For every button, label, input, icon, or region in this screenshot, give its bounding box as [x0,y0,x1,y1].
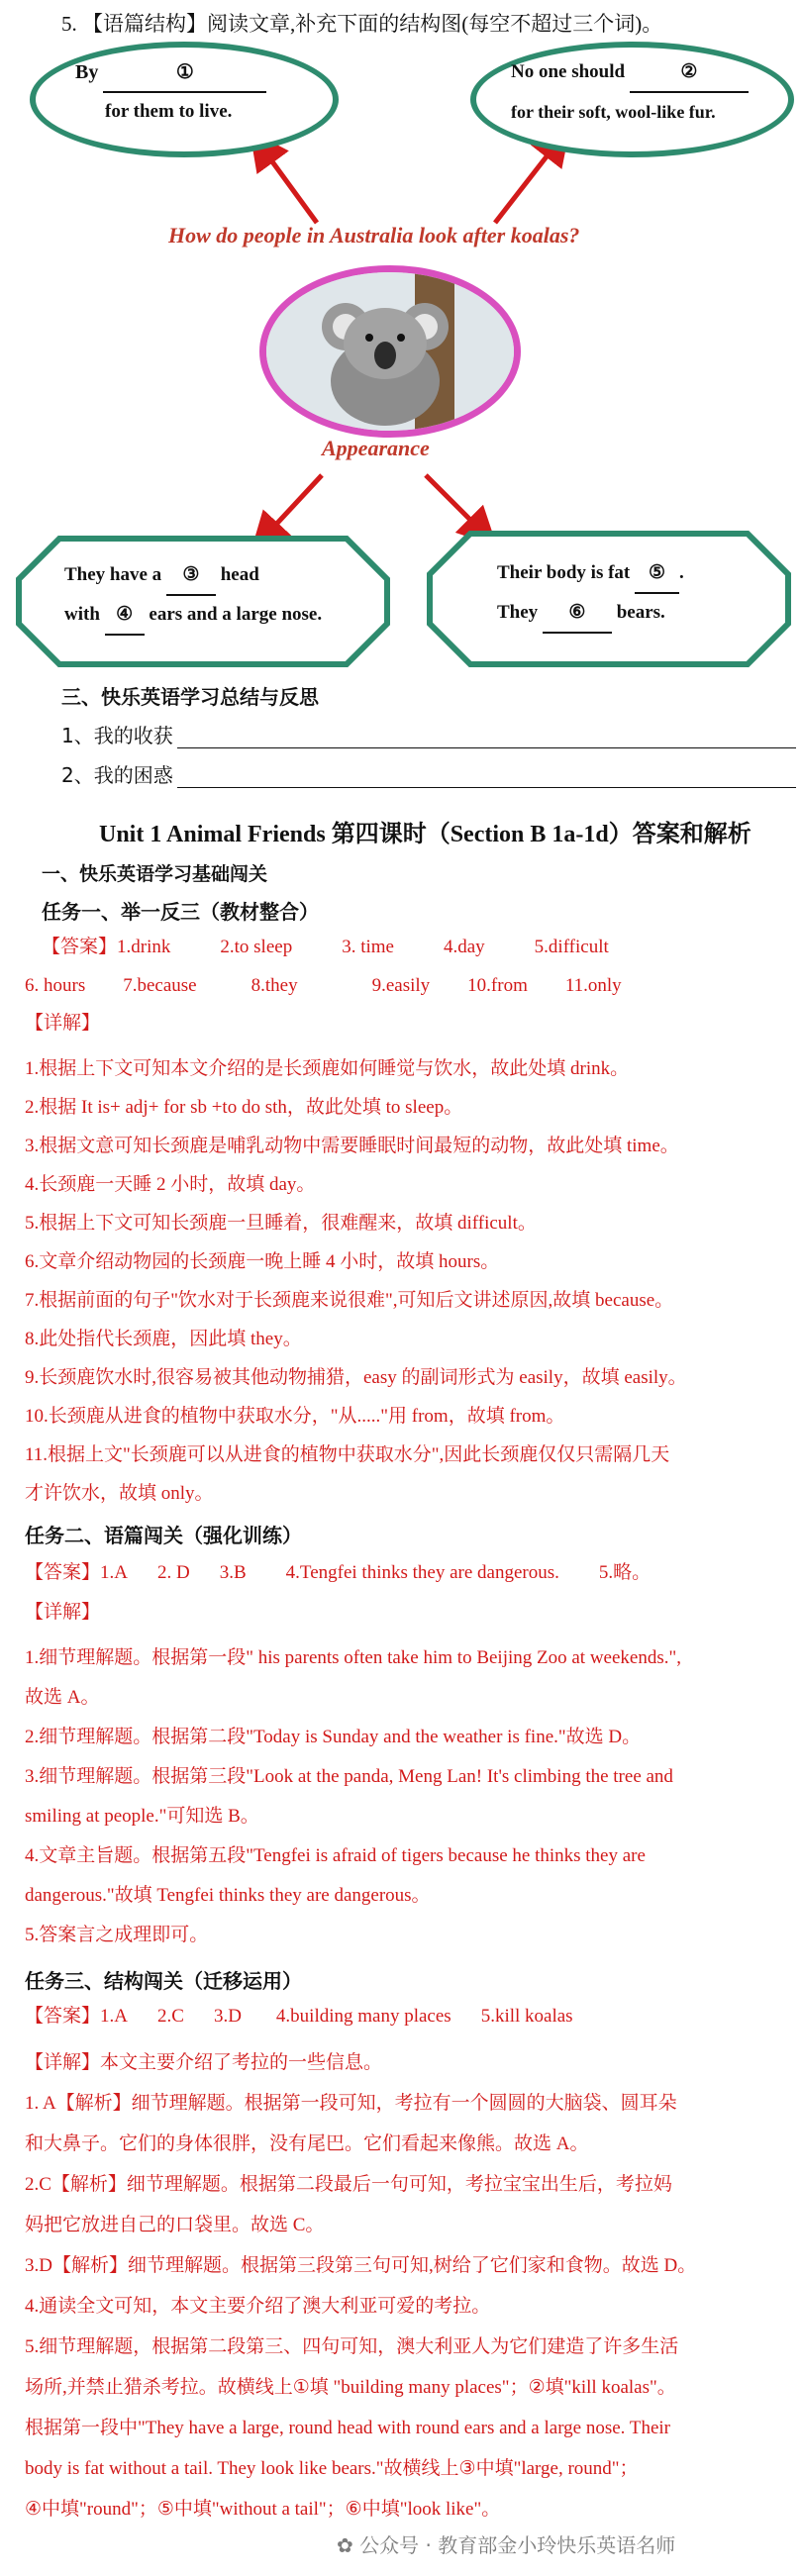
koala-image [259,265,521,438]
task3-title: 任务三、结构闯关（迁移运用） [25,1969,302,1993]
section3-title: 三、快乐英语学习总结与反思 [61,685,319,709]
appearance-label: Appearance [322,436,430,460]
task2-details: 1.细节理解题。根据第一段" his parents often take him to Beijing Zoo at weekends.", 故选 A。 2.细节理解题。根据第二段"Today is Sunday and the weather is fine."故选 D。 3.细节理解题。根据第三段"Look at the panda, Meng Lan! It's climbing the tree and smiling at people."可知选 B。 4.文章主旨题。根据第五段"Tengfei is afraid of tigers because he thinks they are dangerous."故填 Tengfei thinks they are dangerous。 5.答案言之成理即可。 [25,1647,681,1945]
task1-title: 任务一、举一反三（教材整合） [42,900,319,924]
koala-icon [266,272,514,431]
task1-answers-row2: 6. hours 7.because 8.they 9.easily 10.from 11.only [25,975,622,996]
task1-detail-label: 【详解】 [25,1013,101,1034]
task3-details: 【详解】本文主要介绍了考拉的一些信息。 1. A【解析】细节理解题。根据第一段可知，考拉有一个圆圆的大脑袋、圆耳朵 和大鼻子。它们的身体很胖，没有尾巴。它们看起来像熊。故选 A。 2.C【解析】细节理解题。根据第二段最后一句可知，考拉宝宝出生后，考拉妈 妈把它放进自己的口袋里。故选 C。 3.D【解析】细节理解题。根据第三段第三句可知,树给了它们家和食物。故选 D。 4.通读全文可知，本文主要介绍了澳大利亚可爱的考拉。 5.细节理解题，根据第二段第三、四句可知，澳大利亚人为它们建造了许多生活 场所,并禁止猎杀考拉。故横线上①填 "building many places"；②填"kill koalas"。 根据第一段中"They have a large, round head with round ears and a large nose. Their body is fat without a tail. They look like bears."故横线上③中填"large, round"； ④中填"round"；⑤中填"without a tail"；⑥中填"look like"。 [25,2052,697,2520]
oval-top-left-line1: By ① [75,53,266,93]
part1-heading: 一、快乐英语学习基础闯关 [42,863,268,885]
oval-top-right: No one should ② for their soft, wool-like fur. [470,42,794,157]
unit-title: Unit 1 Animal Friends 第四课时（Section B 1a-1d）答案和解析 [99,822,752,847]
bottom-right-line1: Their body is fat ⑤ . [497,554,684,594]
oval-top-right-line1: No one should ② [511,53,749,93]
wechat-icon: ✿ [337,2533,353,2557]
arrow-to-top-left [255,139,317,223]
task2-answers: 【答案】1.A 2. D 3.B 4.Tengfei thinks they are dangerous. 5.略。 [25,1562,652,1583]
question-5-header: 5. 【语篇结构】阅读文章,补充下面的结构图(每空不超过三个词)。 [61,12,663,36]
task1-answers-row1: 【答案】1.drink 2.to sleep 3. time 4.day 5.difficult [42,937,609,957]
task2-title: 任务二、语篇闯关（强化训练） [25,1524,302,1547]
octagon-bottom-left [15,535,391,668]
section3-item1: 1、我的收获 [61,720,796,748]
task2-detail-label: 【详解】 [25,1602,101,1623]
bottom-right-line2: They ⑥ bears. [497,594,665,634]
task1-details: 1.根据上下文可知本文介绍的是长颈鹿如何睡觉与饮水，故此处填 drink。 2.根据 It is+ adj+ for sb +to do sth，故此处填 to sleep。 3.根据文意可知长颈鹿是哺乳动物中需要睡眠时间最短的动物，故此处填 time。 4.长颈鹿一天睡 2 小时，故填 day。 5.根据上下文可知长颈鹿一旦睡着，很难醒来，故填 difficult。 6.文章介绍动物园的长颈鹿一晚上睡 4 小时，故填 hours。 7.根据前面的句子"饮水对于长颈鹿来说很难",可知后文讲述原因,故填 because。 8.此处指代长颈鹿，因此填 they。 9.长颈鹿饮水时,很容易被其他动物捕猎，easy 的副词形式为 easily，故填 easily。 10.长颈鹿从进食的植物中获取水分，"从....."用 from，故填 from。 11.根据上文"长颈鹿可以从进食的植物中获取水分",因此长颈鹿仅仅只需隔几天 才许饮水，故填 only。 [25,1058,687,1504]
section3-item2: 2、我的困惑 [61,759,796,788]
diagram-question: How do people in Australia look after koalas? [168,223,580,248]
task3-answers: 【答案】1.A 2.C 3.D 4.building many places 5.kill koalas [25,2006,573,2027]
octagon-bottom-right [426,530,792,668]
oval-top-left: By ① for them to live. [30,42,339,157]
bottom-left-line1: They have a ③ head [64,556,259,596]
bottom-left-line2: with ④ ears and a large nose. [64,596,322,636]
watermark-footer: ✿ 公众号 · 教育部金小玲快乐英语名师 [337,2533,676,2557]
